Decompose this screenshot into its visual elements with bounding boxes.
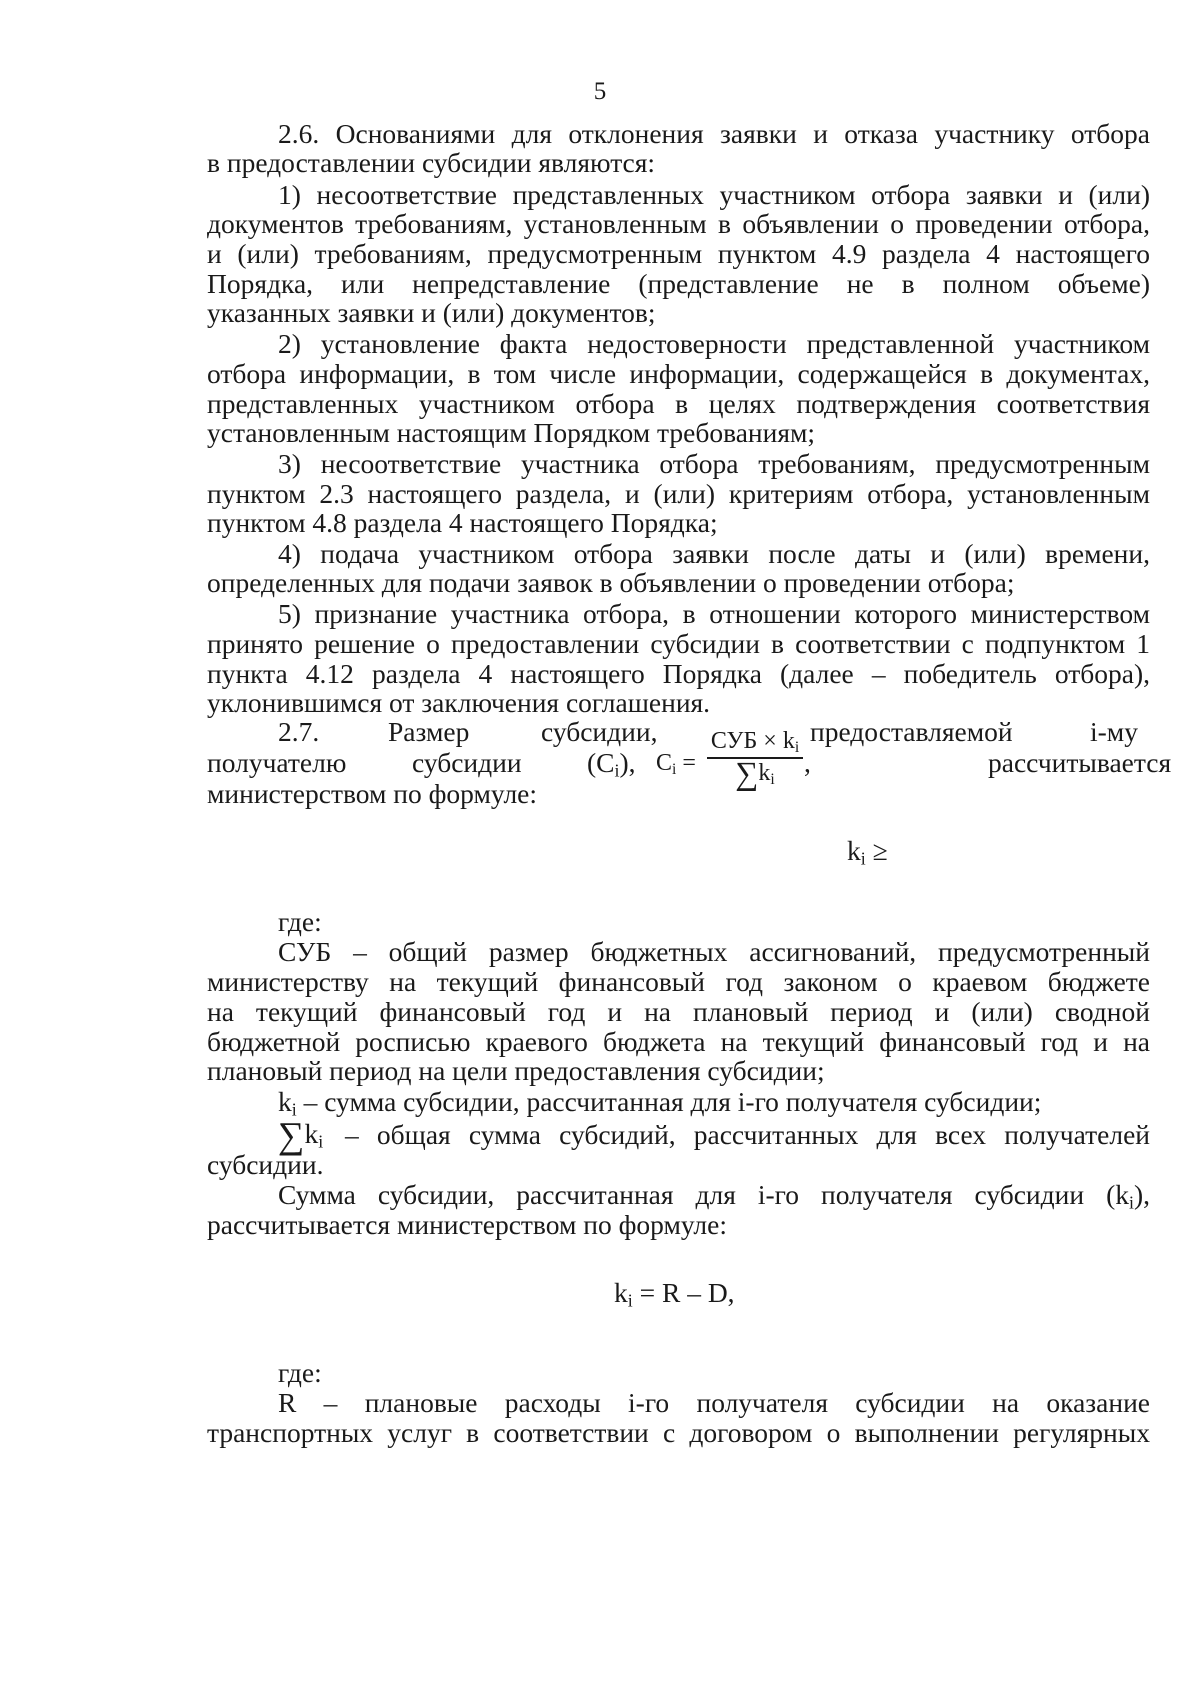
text-word: $(C_i)$, [587, 747, 636, 781]
formula-ci-trail: , [804, 747, 811, 778]
para-number: 2.7. [278, 716, 320, 747]
text-line: Порядка, или непредставление (представление не в полном объеме) [207, 268, 1150, 299]
text-line: 3) несоответствие участника отбора требованиям, предусмотренным [278, 448, 1150, 479]
text-line: бюджетной росписью краевого бюджета на текущий финансовый год и на [207, 1026, 1150, 1057]
text-line: министерством по формуле: [207, 778, 538, 809]
text-line: 1) несоответствие представленных участником отбора заявки и (или) [278, 179, 1150, 210]
text-line: где: [278, 906, 322, 937]
text-line: 4) подача участником отбора заявки после даты и (или) времени, [278, 538, 1150, 569]
text-line: указанных заявки и (или) документов; [207, 297, 656, 328]
formula-ci-denominator: $\sum k_i$ [735, 755, 775, 792]
text-line: рассчитывается министерством по формуле: [207, 1209, 727, 1240]
formula-ki-ge: $k_i$ ≥ [847, 835, 888, 869]
text-line: пунктом 4.8 раздела 4 настоящего Порядка; [207, 507, 718, 538]
text-line: 2) установление факта недостоверности представленной участником [278, 328, 1150, 359]
text-word: предоставляемой [810, 716, 1013, 747]
text-word: субсидии [412, 747, 522, 778]
text-line: представленных участником отбора в целях подтверждения соответствия [207, 388, 1150, 419]
text-word: рассчитывается [988, 747, 1172, 778]
sum-definition: – общая сумма субсидий, рассчитанных для всех получателей [345, 1119, 1150, 1150]
formula-ki: $k_i = R - D$, [614, 1277, 735, 1311]
ki-definition: $k_i$ – сумма субсидии, рассчитанная для i-го получателя субсидии; [278, 1086, 1042, 1120]
text-line: министерству на текущий финансовый год законом о краевом бюджете [207, 966, 1150, 997]
page-number: 5 [593, 78, 607, 105]
text-line: на текущий финансовый год и на плановый период и (или) сводной [207, 996, 1150, 1027]
text-line: где: [278, 1357, 322, 1388]
text-line: установленным настоящим Порядком требованиям; [207, 417, 816, 448]
text-line: плановый период на цели предоставления субсидии; [207, 1055, 825, 1086]
text-line: 5) признание участника отбора, в отношении которого министерством [278, 598, 1150, 629]
text-line: и (или) требованиям, предусмотренным пунктом 4.9 раздела 4 настоящего [207, 238, 1150, 269]
formula-ci-lhs: $C_i$ = [656, 750, 696, 778]
text-line: субсидии. [207, 1149, 324, 1180]
text-line: определенных для подачи заявок в объявлении о проведении отбора; [207, 567, 1015, 598]
text-word: получателю [207, 747, 347, 778]
text-line: уклонившимся от заключения соглашения. [207, 687, 711, 718]
text-line: Сумма субсидии, рассчитанная для i-го получателя субсидии $(k_i)$, [278, 1179, 1150, 1213]
formula-ci-numerator: СУБ × $k_i$ [710, 728, 800, 756]
text-line: пунктом 2.3 настоящего раздела, и (или) критериям отбора, установленным [207, 478, 1150, 509]
text-word: субсидии, [541, 716, 658, 747]
text-line: отбора информации, в том числе информации, содержащейся в документах, [207, 358, 1150, 389]
text-line: документов требованиям, установленным в объявлении о проведении отбора, [207, 208, 1150, 239]
sum-symbol: $\sum k_i$ [278, 1115, 324, 1157]
text-line: принято решение о предоставлении субсидии в соответствии с подпунктом 1 [207, 628, 1150, 659]
text-line: СУБ – общий размер бюджетных ассигнований, предусмотренный [278, 936, 1150, 967]
text-word: Размер [388, 716, 470, 747]
text-word: i-му [1090, 716, 1138, 747]
text-line: 2.6. Основаниями для отклонения заявки и отказа участнику отбора [278, 118, 1150, 149]
text-line: в предоставлении субсидии являются: [207, 147, 656, 178]
text-line: пункта 4.12 раздела 4 настоящего Порядка (далее – победитель отбора), [207, 658, 1150, 689]
text-line: транспортных услуг в соответствии с договором о выполнении регулярных [207, 1417, 1150, 1448]
text-line: R – плановые расходы i-го получателя субсидии на оказание [278, 1387, 1150, 1418]
